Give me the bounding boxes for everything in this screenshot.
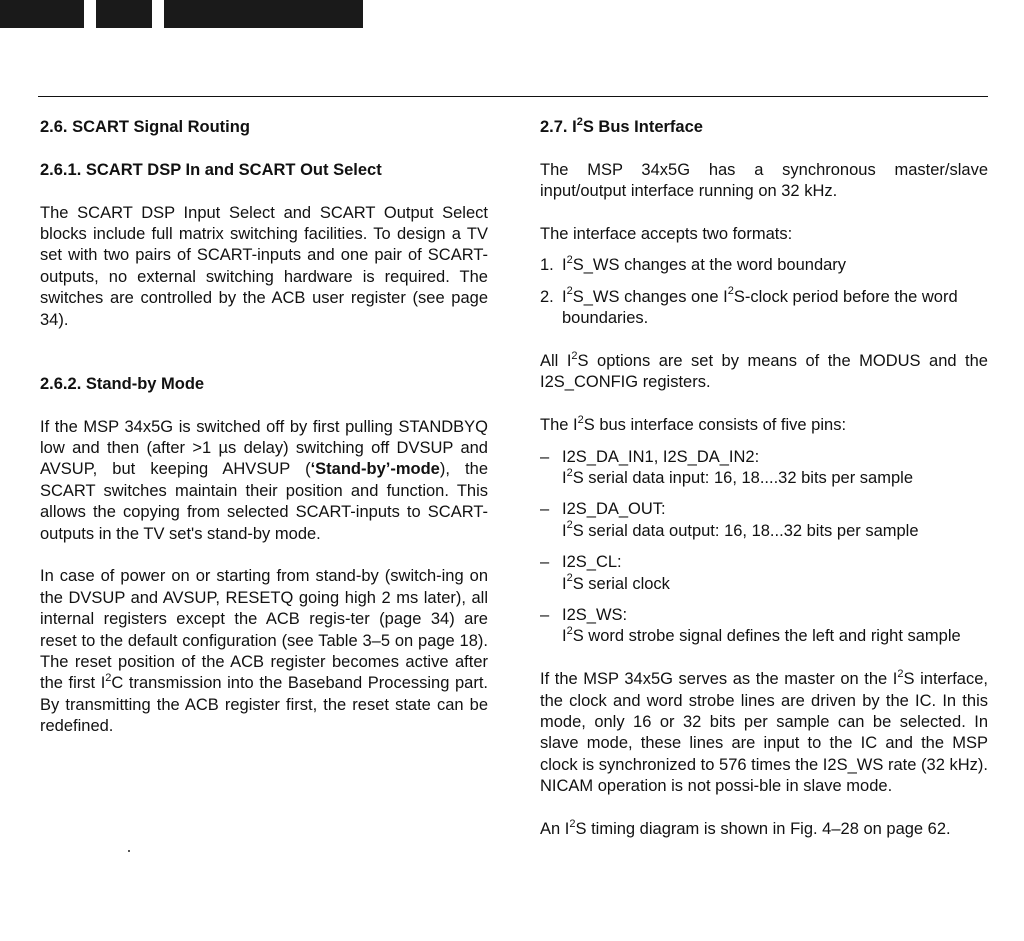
- pin-list-item: – I2S_DA_IN1, I2S_DA_IN2: $I^2S$ serial data input: 16, 18....32 bits per sample: [540, 447, 913, 488]
- pin-list-item: – I2S_DA_OUT: $I^2S$ serial data output: 16, 18...32 bits per sample: [540, 500, 919, 540]
- paragraph-five-pins: The $I^2S$ bus interface consists of five pins:: [540, 413, 847, 435]
- right-column: [540, 117, 988, 841]
- numbered-item: 1. $I^2S\_WS$ changes at the word boundary: [540, 253, 847, 275]
- pin-list-item: – I2S_WS: $I^2S$ word strobe signal defines the left and right sample: [540, 606, 961, 646]
- paragraph-master-slave: If the MSP 34x5G serves as the master on the $I^2S$ interface, the clock and word strobe lines are driven by the IC. In this mode, only 16 or 32 bits per sample can be selected. In slave mode, these lines are input to the IC and the MSP clock is synchronized to 576 times the I2S_WS rate (32 kHz). NICAM operation is not possi-ble in slave mode.: [540, 667, 988, 796]
- numbered-item: 2. $I^2S\_WS$ changes one $I^2S$-clock period before the word boundaries.: [540, 285, 958, 328]
- section-heading-2-7: 2.7. $I^2S$ Bus Interface: [540, 115, 703, 136]
- section-heading-2-6: 2.6. SCART Signal Routing: [40, 118, 250, 136]
- paragraph-i2s-options: All $I^2S$ options are set by means of the MODUS and the I2S_CONFIG registers.: [540, 349, 988, 392]
- header-black-block: [0, 0, 84, 28]
- paragraph-i2s-intro: The MSP 34x5G has a synchronous master/slave input/output interface running on 32 kHz.: [540, 160, 988, 201]
- left-column: [40, 117, 488, 738]
- paragraph-scart-select: The SCART DSP Input Select and SCART Output Select blocks include full matrix switching facilities. To design a TV set with two pairs of SCART-inputs and one pair of SCART-outputs, no external switching hardware is required. The switches are controlled by the ACB user register (see page 34).: [40, 203, 488, 329]
- header-black-block: [96, 0, 152, 28]
- paragraph-timing-diagram: An $I^2S$ timing diagram is shown in Fig. 4–28 on page 62.: [540, 817, 951, 839]
- subsection-heading-2-6-1: 2.6.1. SCART DSP In and SCART Out Select: [40, 160, 382, 179]
- header-black-block: [164, 0, 363, 28]
- scan-speck: [128, 850, 130, 852]
- paragraph-power-on: In case of power on or starting from stand-by (switch-ing on the DVSUP and AVSUP, RESETQ going high 2 ms later), all internal registers except the ACB regis-ter (page 34) are reset to the default configuration (see Table 3–5 on page 18). The reset position of the ACB register becomes active after the first $I^2C$ transmission into the Baseband Processing part. By transmitting the ACB register first, the reset state can be redefined.: [40, 567, 488, 736]
- paragraph-formats: The interface accepts two formats:: [540, 225, 793, 243]
- horizontal-rule: [38, 96, 988, 97]
- pin-list-item: – I2S_CL: $I^2S$ serial clock: [540, 553, 670, 593]
- paragraph-standby: If the MSP 34x5G is switched off by first pulling STANDBYQ low and then (after >1 µs delay) switching off DVSUP and AVSUP, but keeping AHVSUP (‘Stand-by’-mode), the SCART switches maintain their position and function. This allows the copying from selected SCART-inputs to SCART-outputs in the TV set's stand-by mode.: [40, 417, 488, 543]
- subsection-heading-2-6-2: 2.6.2. Stand-by Mode: [40, 374, 205, 393]
